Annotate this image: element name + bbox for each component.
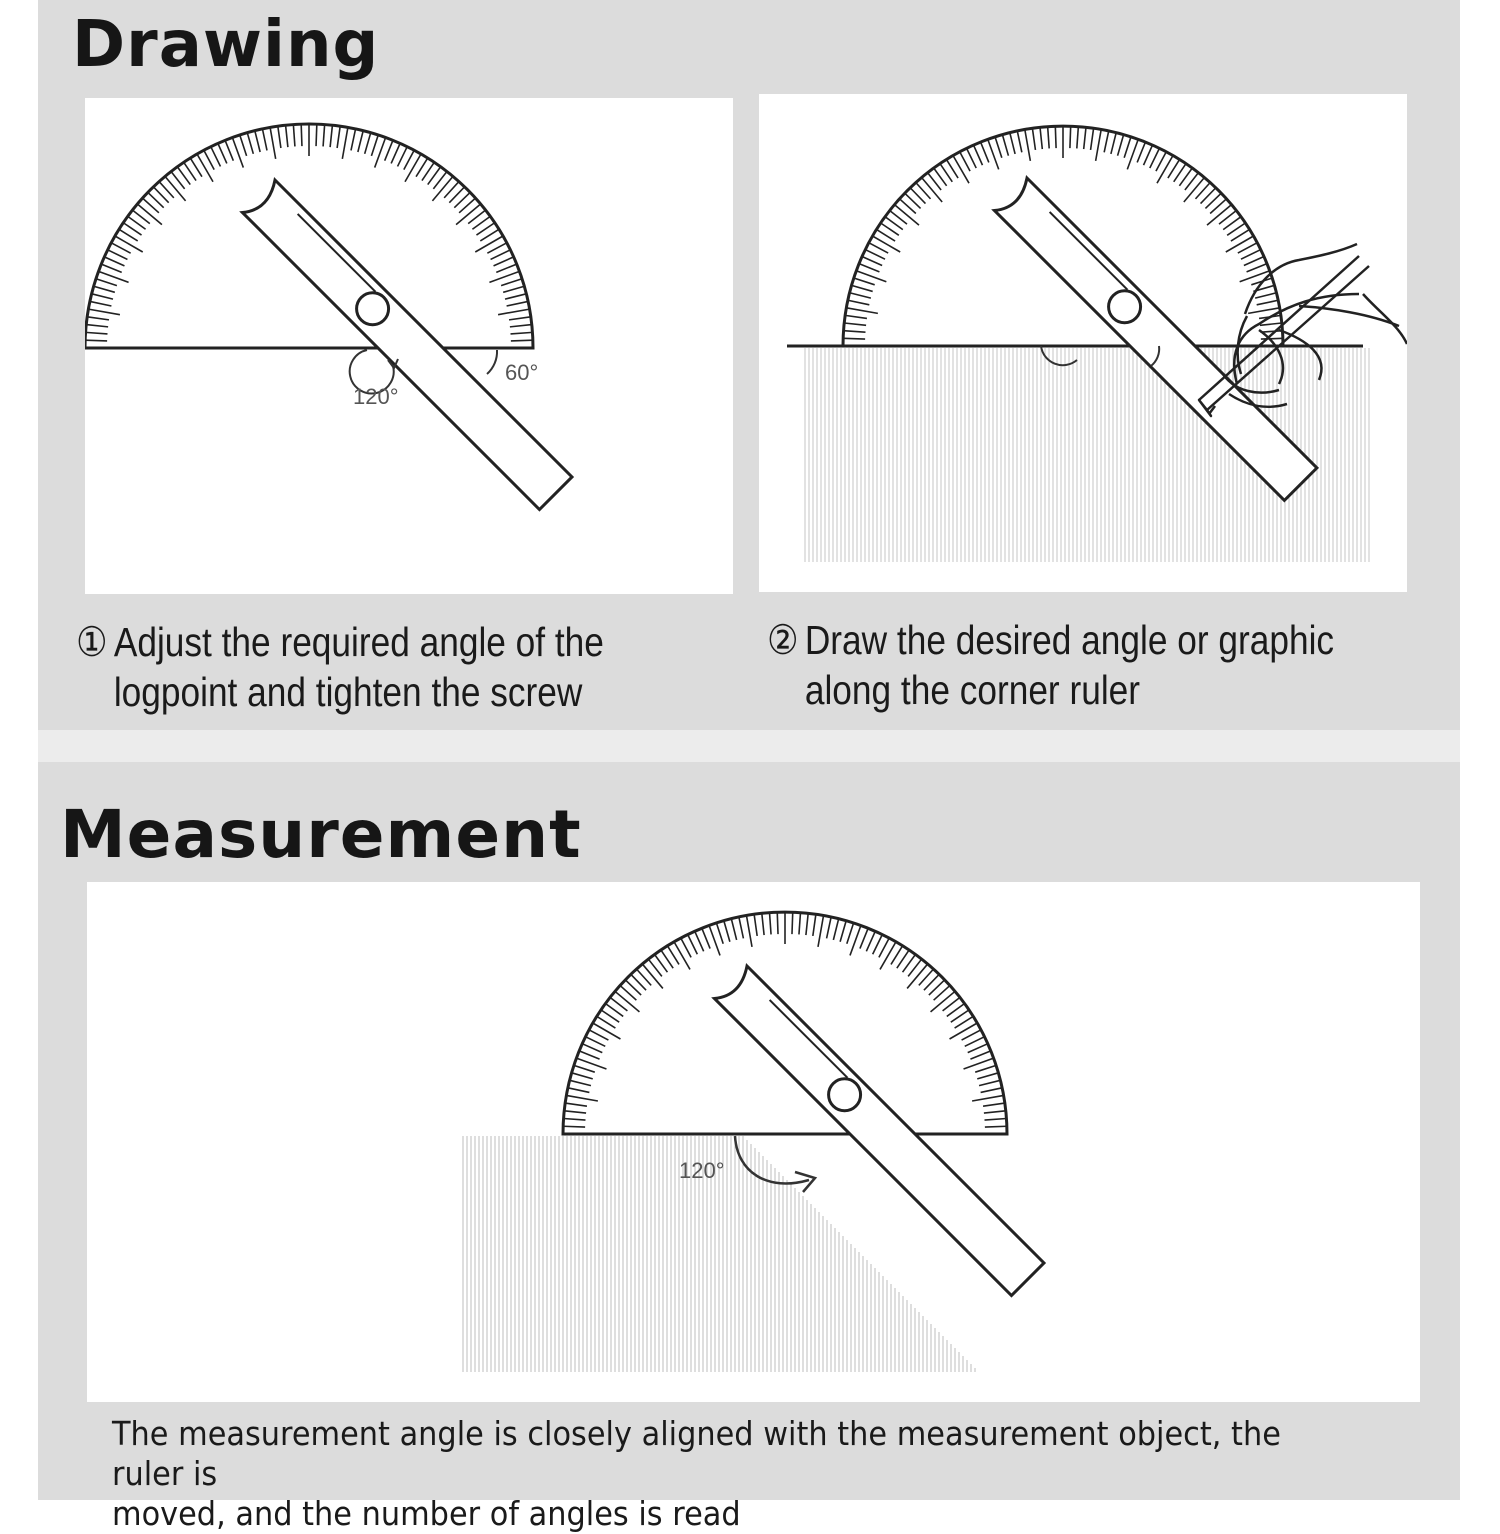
step1-number: ① [76,619,108,665]
step2-number: ② [767,617,799,663]
measurement-caption [112,1414,1308,1534]
step2-line2: along the corner ruler [804,667,1141,713]
drawing-step2-caption [767,615,1386,715]
step2-line1: Draw the desired angle or graphic [804,617,1335,663]
measure-angle-label: 120° [679,1158,725,1183]
step1-line2: logpoint and tighten the screw [113,669,583,715]
section-divider [38,730,1460,762]
angle-120-label: 120° [353,384,399,409]
step1-line1: Adjust the required angle of the [113,619,604,665]
screw-icon [1109,291,1141,323]
screw-icon [829,1079,861,1111]
drawing-step1-illustration [85,98,733,594]
measurement-illustration [87,882,1420,1402]
drawing-step2-illustration [759,94,1407,592]
measurement-caption-line2: moved, and the number of angles is read [112,1494,741,1533]
measurement-caption-line1: The measurement angle is closely aligned with the measurement object, the ruler is [112,1414,1281,1493]
angle-arrow-icon [1041,346,1077,365]
angle-60-label: 60° [505,360,539,385]
drawing-step1-caption [76,617,609,717]
angle-arrow-icon [487,350,497,374]
angle-arrow-icon [735,1136,809,1183]
screw-icon [357,293,389,325]
drawing-title: Drawing [72,8,380,82]
protractor-icon [85,98,733,594]
measurement-title: Measurement [60,796,582,873]
